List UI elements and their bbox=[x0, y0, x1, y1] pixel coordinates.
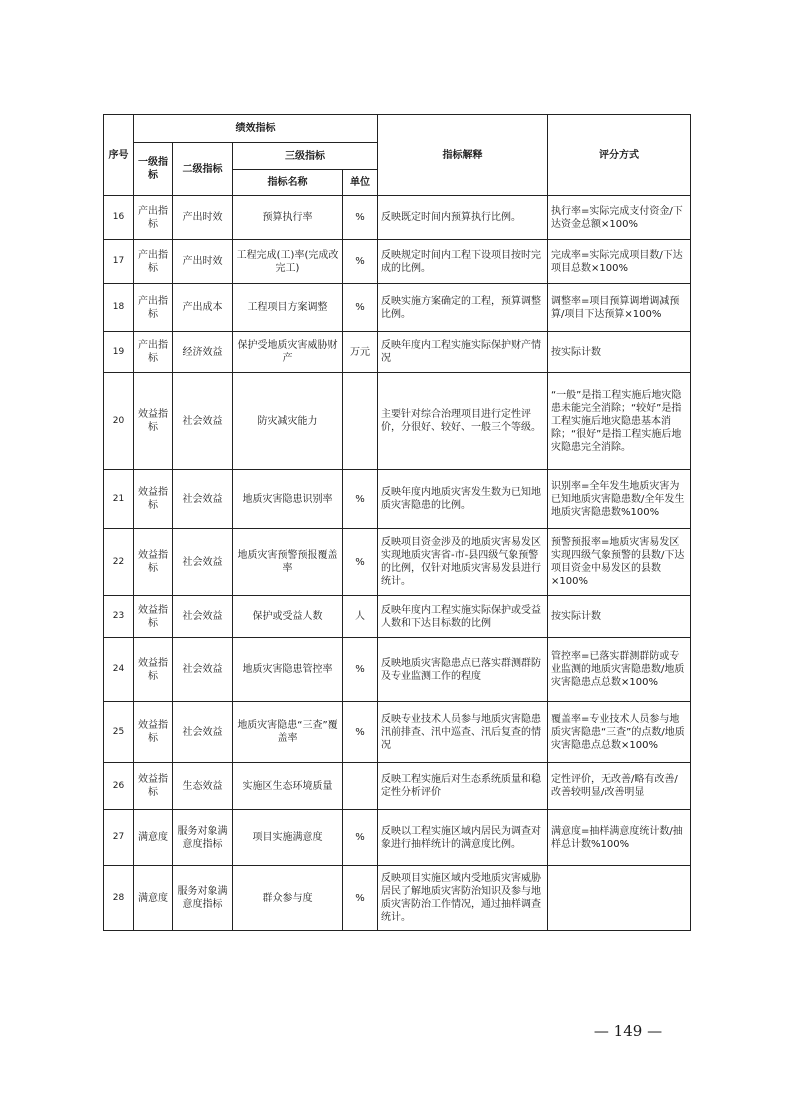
level1-indicator: 效益指标 bbox=[134, 373, 173, 470]
table-row bbox=[104, 638, 691, 702]
scoring-method: 调整率=项目预算调增调减预算/项目下达预算×100% bbox=[548, 284, 691, 332]
performance-indicator-table bbox=[103, 114, 691, 931]
indicator-name: 项目实施满意度 bbox=[233, 810, 343, 866]
indicator-explanation: 反映年度内工程实施实际保护或受益人数和下达目标数的比例 bbox=[378, 596, 548, 638]
indicator-explanation: 反映年度内工程实施实际保护财产情况 bbox=[378, 332, 548, 373]
row-number: 17 bbox=[104, 240, 134, 284]
level1-indicator: 满意度 bbox=[134, 810, 173, 866]
header-seq: 序号 bbox=[104, 115, 134, 196]
indicator-explanation: 主要针对综合治理项目进行定性评价，分很好、较好、一般三个等级。 bbox=[378, 373, 548, 470]
page-number: — 149 — bbox=[593, 1022, 663, 1040]
indicator-name: 地质灾害隐患识别率 bbox=[233, 470, 343, 529]
level2-indicator: 服务对象满意度指标 bbox=[173, 866, 233, 931]
indicator-name: 保护或受益人数 bbox=[233, 596, 343, 638]
level2-indicator: 服务对象满意度指标 bbox=[173, 810, 233, 866]
row-number: 18 bbox=[104, 284, 134, 332]
header-level2: 二级指标 bbox=[173, 143, 233, 196]
table-row bbox=[104, 332, 691, 373]
unit: % bbox=[343, 196, 378, 240]
level1-indicator: 产出指标 bbox=[134, 196, 173, 240]
row-number: 19 bbox=[104, 332, 134, 373]
row-number: 21 bbox=[104, 470, 134, 529]
level2-indicator: 社会效益 bbox=[173, 638, 233, 702]
unit: % bbox=[343, 810, 378, 866]
table-row bbox=[104, 196, 691, 240]
unit: 人 bbox=[343, 596, 378, 638]
unit: % bbox=[343, 702, 378, 763]
level1-indicator: 效益指标 bbox=[134, 529, 173, 596]
level1-indicator: 满意度 bbox=[134, 866, 173, 931]
table-row bbox=[104, 866, 691, 931]
table-row bbox=[104, 529, 691, 596]
header-level1: 一级指标 bbox=[134, 143, 173, 196]
scoring-method: 识别率=全年发生地质灾害为已知地质灾害隐患数/全年发生地质灾害隐患数%100% bbox=[548, 470, 691, 529]
unit: % bbox=[343, 240, 378, 284]
row-number: 22 bbox=[104, 529, 134, 596]
indicator-name: 预算执行率 bbox=[233, 196, 343, 240]
row-number: 26 bbox=[104, 763, 134, 810]
indicator-explanation: 反映以工程实施区域内居民为调查对象进行抽样统计的满意度比例。 bbox=[378, 810, 548, 866]
level1-indicator: 产出指标 bbox=[134, 284, 173, 332]
row-number: 23 bbox=[104, 596, 134, 638]
scoring-method: 执行率=实际完成支付资金/下达资金总额×100% bbox=[548, 196, 691, 240]
level2-indicator: 产出成本 bbox=[173, 284, 233, 332]
indicator-explanation: 反映项目资金涉及的地质灾害易发区实现地质灾害省-市-县四级气象预警的比例，仅针对地质灾害易发县进行统计。 bbox=[378, 529, 548, 596]
scoring-method: 按实际计数 bbox=[548, 596, 691, 638]
level1-indicator: 效益指标 bbox=[134, 596, 173, 638]
indicator-name: 群众参与度 bbox=[233, 866, 343, 931]
level1-indicator: 产出指标 bbox=[134, 240, 173, 284]
row-number: 20 bbox=[104, 373, 134, 470]
table-row bbox=[104, 763, 691, 810]
level2-indicator: 生态效益 bbox=[173, 763, 233, 810]
header-indicator-explanation: 指标解释 bbox=[378, 115, 548, 196]
scoring-method: 管控率=已落实群测群防或专业监测的地质灾害隐患数/地质灾害隐患点总数×100% bbox=[548, 638, 691, 702]
table-header bbox=[104, 115, 691, 196]
indicator-name: 工程完成(工)率(完成改完工) bbox=[233, 240, 343, 284]
table-row bbox=[104, 240, 691, 284]
scoring-method: “一般”是指工程实施后地灾隐患未能完全消除；“较好”是指工程实施后地灾隐患基本消除；“很好”是指工程实施后地灾隐患完全消除。 bbox=[548, 373, 691, 470]
unit: % bbox=[343, 470, 378, 529]
unit: % bbox=[343, 866, 378, 931]
scoring-method: 覆盖率=专业技术人员参与地质灾害隐患“三查”的点数/地质灾害隐患点总数×100% bbox=[548, 702, 691, 763]
level2-indicator: 社会效益 bbox=[173, 529, 233, 596]
header-unit: 单位 bbox=[343, 170, 378, 196]
indicator-explanation: 反映工程实施后对生态系统质量和稳定性分析评价 bbox=[378, 763, 548, 810]
scoring-method: 预警预报率=地质灾害易发区实现四级气象预警的县数/下达项目资金中易发区的县数×100% bbox=[548, 529, 691, 596]
unit: % bbox=[343, 529, 378, 596]
scoring-method: 定性评价，无改善/略有改善/改善较明显/改善明显 bbox=[548, 763, 691, 810]
header-performance-indicators: 绩效指标 bbox=[134, 115, 378, 143]
row-number: 24 bbox=[104, 638, 134, 702]
scoring-method bbox=[548, 866, 691, 931]
row-number: 25 bbox=[104, 702, 134, 763]
indicator-name: 地质灾害隐患管控率 bbox=[233, 638, 343, 702]
table-row bbox=[104, 470, 691, 529]
indicator-name: 地质灾害隐患“三查”覆盖率 bbox=[233, 702, 343, 763]
indicator-name: 防灾减灾能力 bbox=[233, 373, 343, 470]
level1-indicator: 产出指标 bbox=[134, 332, 173, 373]
level2-indicator: 社会效益 bbox=[173, 702, 233, 763]
table-row bbox=[104, 596, 691, 638]
row-number: 28 bbox=[104, 866, 134, 931]
header-level3: 三级指标 bbox=[233, 143, 378, 170]
table-row bbox=[104, 373, 691, 470]
table-row bbox=[104, 810, 691, 866]
scoring-method: 按实际计数 bbox=[548, 332, 691, 373]
header-indicator-name: 指标名称 bbox=[233, 170, 343, 196]
scoring-method: 满意度=抽样满意度统计数/抽样总计数%100% bbox=[548, 810, 691, 866]
level1-indicator: 效益指标 bbox=[134, 702, 173, 763]
level2-indicator: 社会效益 bbox=[173, 373, 233, 470]
row-number: 16 bbox=[104, 196, 134, 240]
indicator-explanation: 反映规定时间内工程下设项目按时完成的比例。 bbox=[378, 240, 548, 284]
level2-indicator: 社会效益 bbox=[173, 470, 233, 529]
table-row bbox=[104, 284, 691, 332]
indicator-explanation: 反映既定时间内预算执行比例。 bbox=[378, 196, 548, 240]
indicator-explanation: 反映地质灾害隐患点已落实群测群防及专业监测工作的程度 bbox=[378, 638, 548, 702]
level2-indicator: 社会效益 bbox=[173, 596, 233, 638]
scoring-method: 完成率=实际完成项目数/下达项目总数×100% bbox=[548, 240, 691, 284]
unit: % bbox=[343, 638, 378, 702]
indicator-name: 保护受地质灾害威胁财产 bbox=[233, 332, 343, 373]
level1-indicator: 效益指标 bbox=[134, 763, 173, 810]
table-row bbox=[104, 702, 691, 763]
indicator-explanation: 反映专业技术人员参与地质灾害隐患汛前排查、汛中巡查、汛后复查的情况 bbox=[378, 702, 548, 763]
level2-indicator: 经济效益 bbox=[173, 332, 233, 373]
indicator-name: 实施区生态环境质量 bbox=[233, 763, 343, 810]
level2-indicator: 产出时效 bbox=[173, 240, 233, 284]
level1-indicator: 效益指标 bbox=[134, 470, 173, 529]
indicator-name: 工程项目方案调整 bbox=[233, 284, 343, 332]
level1-indicator: 效益指标 bbox=[134, 638, 173, 702]
row-number: 27 bbox=[104, 810, 134, 866]
header-scoring-method: 评分方式 bbox=[548, 115, 691, 196]
table-body bbox=[104, 196, 691, 931]
unit: % bbox=[343, 284, 378, 332]
level2-indicator: 产出时效 bbox=[173, 196, 233, 240]
unit bbox=[343, 373, 378, 470]
unit bbox=[343, 763, 378, 810]
indicator-name: 地质灾害预警预报覆盖率 bbox=[233, 529, 343, 596]
indicator-explanation: 反映项目实施区域内受地质灾害威胁居民了解地质灾害防治知识及参与地质灾害防治工作情况，通过抽样调查统计。 bbox=[378, 866, 548, 931]
unit: 万元 bbox=[343, 332, 378, 373]
indicator-explanation: 反映年度内地质灾害发生数为已知地质灾害隐患的比例。 bbox=[378, 470, 548, 529]
indicator-explanation: 反映实施方案确定的工程，预算调整比例。 bbox=[378, 284, 548, 332]
